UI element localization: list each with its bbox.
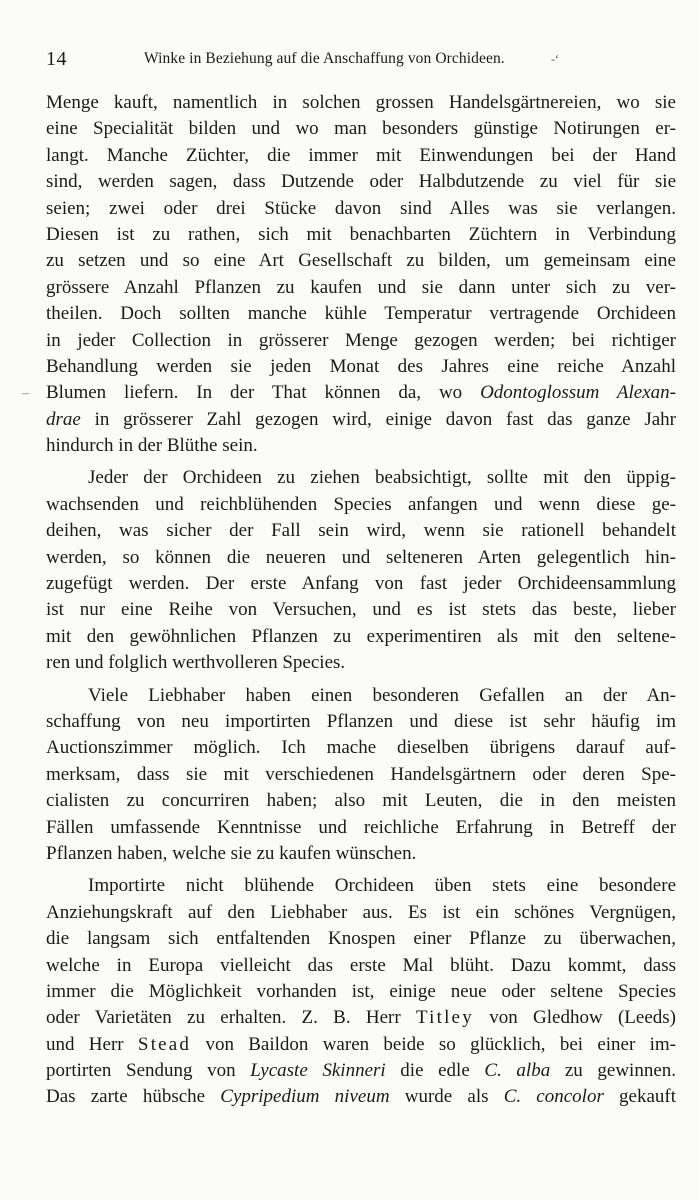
text-segment: die edle	[385, 1060, 485, 1082]
text-segment: von Gledhow (Leeds)	[473, 1007, 676, 1029]
text-line: die langsam sich entfaltenden Knospen einer Pflanze zu überwachen,	[46, 928, 676, 950]
italic-species-name: Odontoglossum Alexan-	[480, 382, 676, 404]
italic-species-name: drae	[46, 408, 81, 430]
italic-species-name: Lycaste Skinneri	[250, 1060, 386, 1082]
text-line	[46, 1058, 676, 1084]
running-head: Winke in Beziehung auf die Anschaffung von Orchideen.	[144, 50, 505, 67]
text-line: Behandlung werden sie jeden Monat des Jahres eine reiche Anzahl	[46, 355, 676, 377]
text-line: ren und folglich werthvolleren Species.	[46, 652, 346, 674]
text-line: cialisten zu concurriren haben; also mit Leuten, die in den meisten	[46, 790, 676, 812]
text-line	[46, 1005, 676, 1031]
text-line: sind, werden sagen, dass Dutzende oder Halbdutzende zu viel für sie	[46, 171, 676, 193]
italic-species-name: Cypripedium niveum	[220, 1086, 390, 1108]
text-line: Auctionszimmer möglich. Ich mache dieselben übrigens darauf auf-	[46, 737, 676, 759]
text-segment: zu gewinnen.	[550, 1060, 676, 1082]
text-line: deihen, was sicher der Fall sein wird, wenn sie rationell behandelt	[46, 520, 676, 542]
text-line: mit den gewöhnlichen Pflanzen zu experimentiren als mit den seltene-	[46, 625, 676, 647]
text-line: eine Specialität bilden und wo man besonders günstige Notirungen er-	[46, 118, 676, 140]
text-line	[46, 407, 676, 433]
text-line: in jeder Collection in grösserer Menge gezogen werden; bei richtiger	[46, 329, 676, 351]
text-line: ist nur eine Reihe von Versuchen, und es ist stets das beste, lieber	[46, 599, 676, 621]
text-segment: portirten Sendung von	[46, 1060, 251, 1082]
paragraph	[46, 465, 676, 676]
text-line: immer die Möglichkeit vorhanden ist, einige neue oder seltene Species	[46, 980, 676, 1002]
text-line: Diesen ist zu rathen, sich mit benachbarten Züchtern in Verbindung	[46, 223, 676, 245]
text-line: merksam, dass sie mit verschiedenen Handelsgärtnern oder deren Spe-	[46, 763, 676, 785]
text-segment: wurde als	[389, 1086, 504, 1108]
text-line: Jeder der Orchideen zu ziehen beabsichtigt, sollte mit den üppig-	[88, 467, 676, 489]
paragraph	[46, 683, 676, 868]
page-header	[46, 44, 676, 74]
text-line: theilen. Doch sollten manche kühle Temperatur vertragende Orchideen	[46, 303, 676, 325]
text-line: wachsenden und reichblühenden Species anfangen und wenn diese ge-	[46, 493, 676, 515]
paragraph	[46, 90, 676, 459]
page-number: 14	[46, 48, 67, 70]
text-line: welche in Europa vielleicht das erste Mal blüht. Dazu kommt, dass	[46, 954, 676, 976]
text-line	[46, 1084, 676, 1110]
text-line: Pflanzen haben, welche sie zu kaufen wünschen.	[46, 842, 417, 864]
text-segment: und Herr	[46, 1033, 138, 1055]
text-segment: von Baildon waren beide so glücklich, bei einer im-	[191, 1033, 677, 1055]
text-line: Importirte nicht blühende Orchideen üben stets eine besondere	[88, 875, 676, 897]
text-segment: gekauft	[603, 1086, 676, 1108]
margin-dash: –	[22, 386, 29, 401]
text-line: werden, so können die neueren und selteneren Arten gelegentlich hin-	[46, 546, 676, 568]
text-segment: Das zarte hübsche	[46, 1086, 221, 1108]
text-line: Anziehungskraft auf den Liebhaber aus. Es ist ein schönes Vergnügen,	[46, 901, 676, 923]
print-mark: -‘	[551, 52, 559, 66]
text-line: zu setzen und so eine Art Gesellschaft zu bilden, um gemeinsam eine	[46, 250, 676, 272]
text-segment: oder Varietäten zu erhalten. Z. B. Herr	[46, 1007, 416, 1029]
italic-species-name: C. alba	[484, 1060, 551, 1082]
text-line: grössere Anzahl Pflanzen zu kaufen und sie dann unter sich zu ver-	[46, 276, 676, 298]
text-line: Fällen umfassende Kenntnisse und reichliche Erfahrung in Betreff der	[46, 816, 676, 838]
italic-species-name: C. concolor	[503, 1086, 604, 1108]
body-text	[46, 90, 676, 1111]
text-line: zugefügt werden. Der erste Anfang von fast jeder Orchideensammlung	[46, 573, 676, 595]
text-segment: Blumen liefern. In der That können da, wo	[46, 382, 481, 404]
text-line: Viele Liebhaber haben einen besonderen Gefallen an der An-	[88, 684, 676, 706]
text-line: schaffung von neu importirten Pflanzen und diese ist sehr häufig im	[46, 710, 676, 732]
text-line: langt. Manche Züchter, die immer mit Einwendungen bei der Hand	[46, 144, 676, 166]
text-line	[46, 1032, 676, 1058]
spaced-person-name: Stead	[137, 1033, 192, 1055]
text-line: seien; zwei oder drei Stücke davon sind Alles was sie verlangen.	[46, 197, 676, 219]
text-line: Menge kauft, namentlich in solchen grossen Handelsgärtnereien, wo sie	[46, 92, 676, 113]
text-line: hindurch in der Blüthe sein.	[46, 435, 258, 457]
text-segment: in grösserer Zahl gezogen wird, einige davon fast das ganze Jahr	[80, 408, 676, 430]
text-line	[46, 380, 676, 406]
paragraph	[46, 873, 676, 1111]
spaced-person-name: Titley	[415, 1007, 474, 1029]
